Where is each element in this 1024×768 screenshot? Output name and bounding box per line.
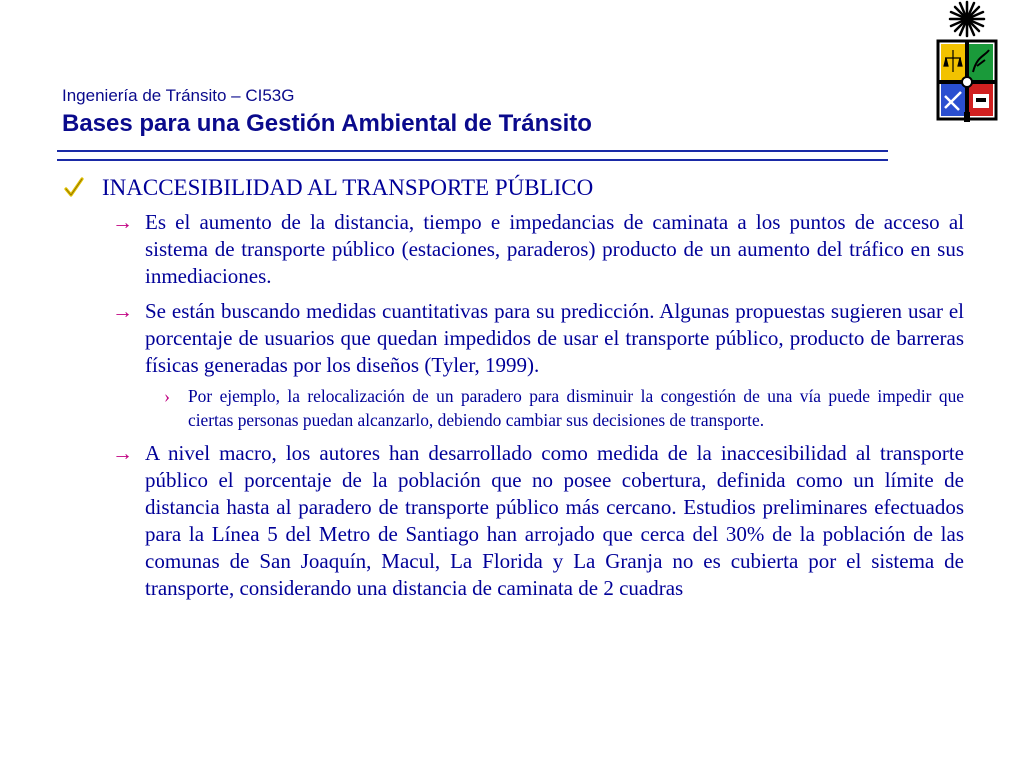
point-text: Es el aumento de la distancia, tiempo e impedancias de caminata a los puntos de acceso al sistema de transporte público (estaciones, paraderos) producto de un aumento del tráfico en sus inmediaciones. [145, 210, 964, 288]
header-rule-top [57, 150, 888, 152]
header-rule-bottom [57, 159, 888, 161]
subpoint-text: Por ejemplo, la relocalización de un paradero para disminuir la congestión de una vía puede impedir que ciertas personas puedan alcanzarlo, debiendo cambiar sus decisiones de transporte. [188, 386, 964, 430]
bullet-heading [64, 175, 964, 201]
arrow-right-icon: → [112, 210, 133, 234]
sub-bullet-point [64, 385, 964, 432]
page-title: Bases para una Gestión Ambiental de Tránsito [62, 110, 592, 137]
bullet-point [64, 209, 964, 290]
chevron-right-icon: › [164, 386, 170, 406]
point-text: A nivel macro, los autores han desarrollado como medida de la inaccesibilidad al transporte público el porcentaje de la población que no posee cobertura, definida como un límite de distancia hasta al paradero de transporte público más cercano. Estudios preliminares efectuados para la Línea 5 del Metro de Santiago han arrojado que cerca del 30% de la población de las comunas de San Joaquín, Macul, La Florida y La Granja no es cubierta por el sistema de transporte, considerando una distancia de caminata de 2 cuadras [145, 441, 964, 600]
arrow-right-icon: → [112, 299, 133, 323]
checkmark-icon [64, 177, 84, 197]
university-shield-logo [933, 0, 1001, 124]
header-course: Ingeniería de Tránsito – CI53G [62, 86, 295, 105]
slide-content [64, 175, 964, 602]
bullet-point [64, 440, 964, 602]
point-text: Se están buscando medidas cuantitativas para su predicción. Algunas propuestas sugieren usar el porcentaje de usuarios que quedan impedidos de usar el transporte público, producto de barreras físicas generadas por los diseños (Tyler, 1999). [145, 299, 964, 377]
bullet-point [64, 298, 964, 379]
section-heading: INACCESIBILIDAD AL TRANSPORTE PÚBLICO [102, 175, 594, 200]
arrow-right-icon: → [112, 441, 133, 465]
